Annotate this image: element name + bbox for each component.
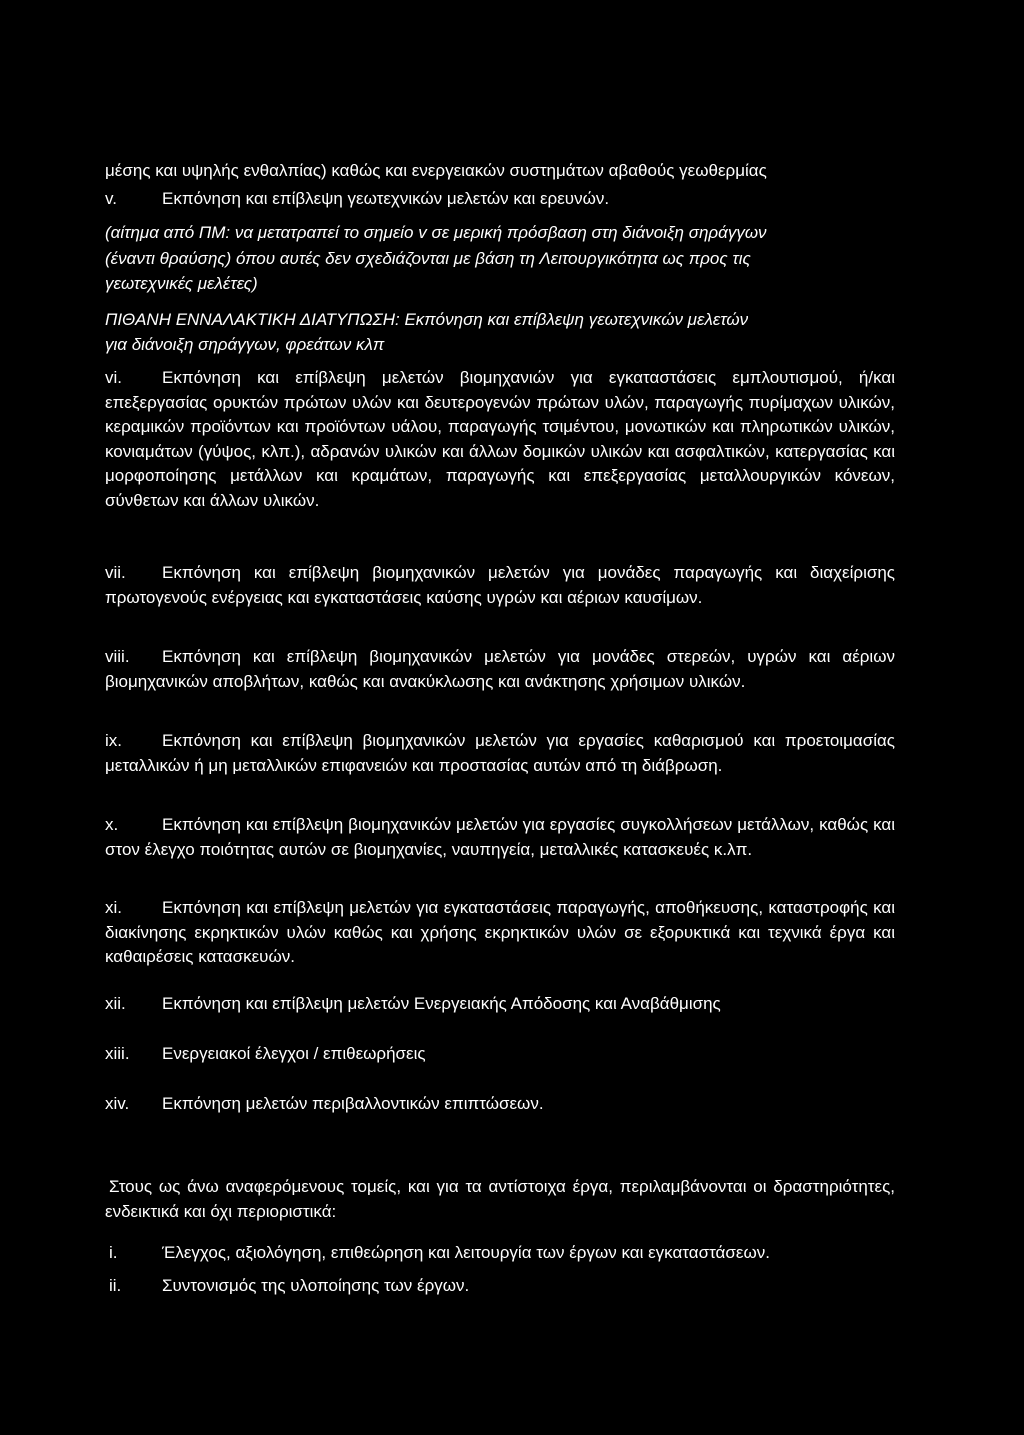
list-item-vii <box>105 561 895 610</box>
item-text: Ενεργειακοί έλεγχοι / επιθεωρήσεις <box>162 1044 426 1063</box>
item-number: vi. <box>105 368 122 387</box>
item-number: viii. <box>105 647 130 666</box>
item-number: xiii. <box>105 1044 130 1063</box>
item-text: Εκπόνηση και επίβλεψη μελετών για εγκαταστάσεις παραγωγής, αποθήκευσης, καταστροφής και διακίνησης εκρηκτικών υλών καθώς και χρήσης εκρηκτικών υλών σε εξορυκτικά και τεχνικά έργα και καθαιρέσεις κατασκευών. <box>105 898 895 966</box>
note-line: γεωτεχνικές μελέτες) <box>105 274 258 293</box>
item-number: x. <box>105 815 119 834</box>
item-text: Εκπόνηση και επίβλεψη βιομηχανικών μελετών για μονάδες παραγωγής και διαχείρισης πρωτογενούς ενέργειας και εγκαταστάσεις καύσης υγρών και αέριων καυσίμων. <box>105 563 895 607</box>
item-number: ii. <box>109 1276 122 1295</box>
text-line: μέσης και υψηλής ενθαλπίας) καθώς και ενεργειακών συστημάτων αβαθούς γεωθερμίας <box>105 161 767 180</box>
item-text: Εκπόνηση και επίβλεψη μελετών βιομηχανιών για εγκαταστάσεις εμπλουτισμού, ή/και επεξεργασίας ορυκτών πρώτων υλών και δευτερογενών πρώτων υλών, παραγωγής πυρίμαχων υλικών, κεραμικών προϊόντων και προϊόντων υάλου, παραγωγής τσιμέντου, μονωτικών και πληρωτικών υλικών, κονιαμάτων (γύψος, κλπ.), αδρανών υλικών και άλλων δομικών υλικών και ασφαλτικών, κατεργασίας και μορφοποίησης μετάλλων και κραμάτων, παραγωγής και επεξεργασίας μεταλλουργικών κόνεων, σύνθετων και άλλων υλικών. <box>105 368 895 510</box>
alternative-line: ΠΙΘΑΝΗ ΕΝΝΑΛΑΚΤΙΚΗ ΔΙΑΤΥΠΩΣΗ: Εκπόνηση και επίβλεψη γεωτεχνικών μελετών <box>105 310 749 329</box>
item-number: xiv. <box>105 1094 130 1113</box>
item-text: Εκπόνηση μελετών περιβαλλοντικών επιπτώσεων. <box>162 1094 544 1113</box>
list-item-ix <box>105 729 895 778</box>
item-text: Εκπόνηση και επίβλεψη βιομηχανικών μελετών για εργασίες καθαρισμού και προετοιμασίας μεταλλικών ή μη μεταλλικών επιφανειών και προστασίας αυτών από τη διάβρωση. <box>105 731 895 775</box>
item-text: Έλεγχος, αξιολόγηση, επιθεώρηση και λειτουργία των έργων και εγκαταστάσεων. <box>162 1243 770 1262</box>
item-number: xi. <box>105 898 122 917</box>
item-number: i. <box>109 1243 118 1262</box>
item-text: Εκπόνηση και επίβλεψη μελετών Ενεργειακής Απόδοσης και Αναβάθμισης <box>162 994 721 1013</box>
list-item-x <box>105 813 895 862</box>
intro-paragraph: Στους ως άνω αναφερόμενους τομείς, και για τα αντίστοιχα έργα, περιλαμβάνονται οι δραστηριότητες, ενδεικτικά και όχι περιοριστικά: <box>105 1177 895 1221</box>
list-item-xi <box>105 896 895 970</box>
item-number: vii. <box>105 563 126 582</box>
note-line: (αίτημα από ΠΜ: να μετατραπεί το σημείο v σε μερική πρόσβαση στη διάνοιξη σηράγγων <box>105 223 767 242</box>
item-text: Συντονισμός της υλοποίησης των έργων. <box>162 1276 470 1295</box>
item-text: Εκπόνηση και επίβλεψη γεωτεχνικών μελετών και ερευνών. <box>162 189 610 208</box>
alternative-line: για διάνοιξη σηράγγων, φρεάτων κλπ <box>105 335 385 354</box>
item-number: v. <box>105 189 117 208</box>
item-number: xii. <box>105 994 126 1013</box>
list-item-vi <box>105 366 895 513</box>
list-item-viii <box>105 645 895 694</box>
note-line: (έναντι θραύσης) όπου αυτές δεν σχεδιάζονται με βάση τη Λειτουργικότητα ως προς τις <box>105 249 751 268</box>
item-text: Εκπόνηση και επίβλεψη βιομηχανικών μελετών για μονάδες στερεών, υγρών και αέριων βιομηχανικών αποβλήτων, καθώς και ανακύκλωσης και ανάκτησης χρήσιμων υλικών. <box>105 647 895 691</box>
item-text: Εκπόνηση και επίβλεψη βιομηχανικών μελετών για εργασίες συγκολλήσεων μετάλλων, καθώς και στον έλεγχο ποιότητας αυτών σε βιομηχανίες, ναυπηγεία, μεταλλικές κατασκευές κ.λπ. <box>105 815 895 859</box>
item-number: ix. <box>105 731 122 750</box>
